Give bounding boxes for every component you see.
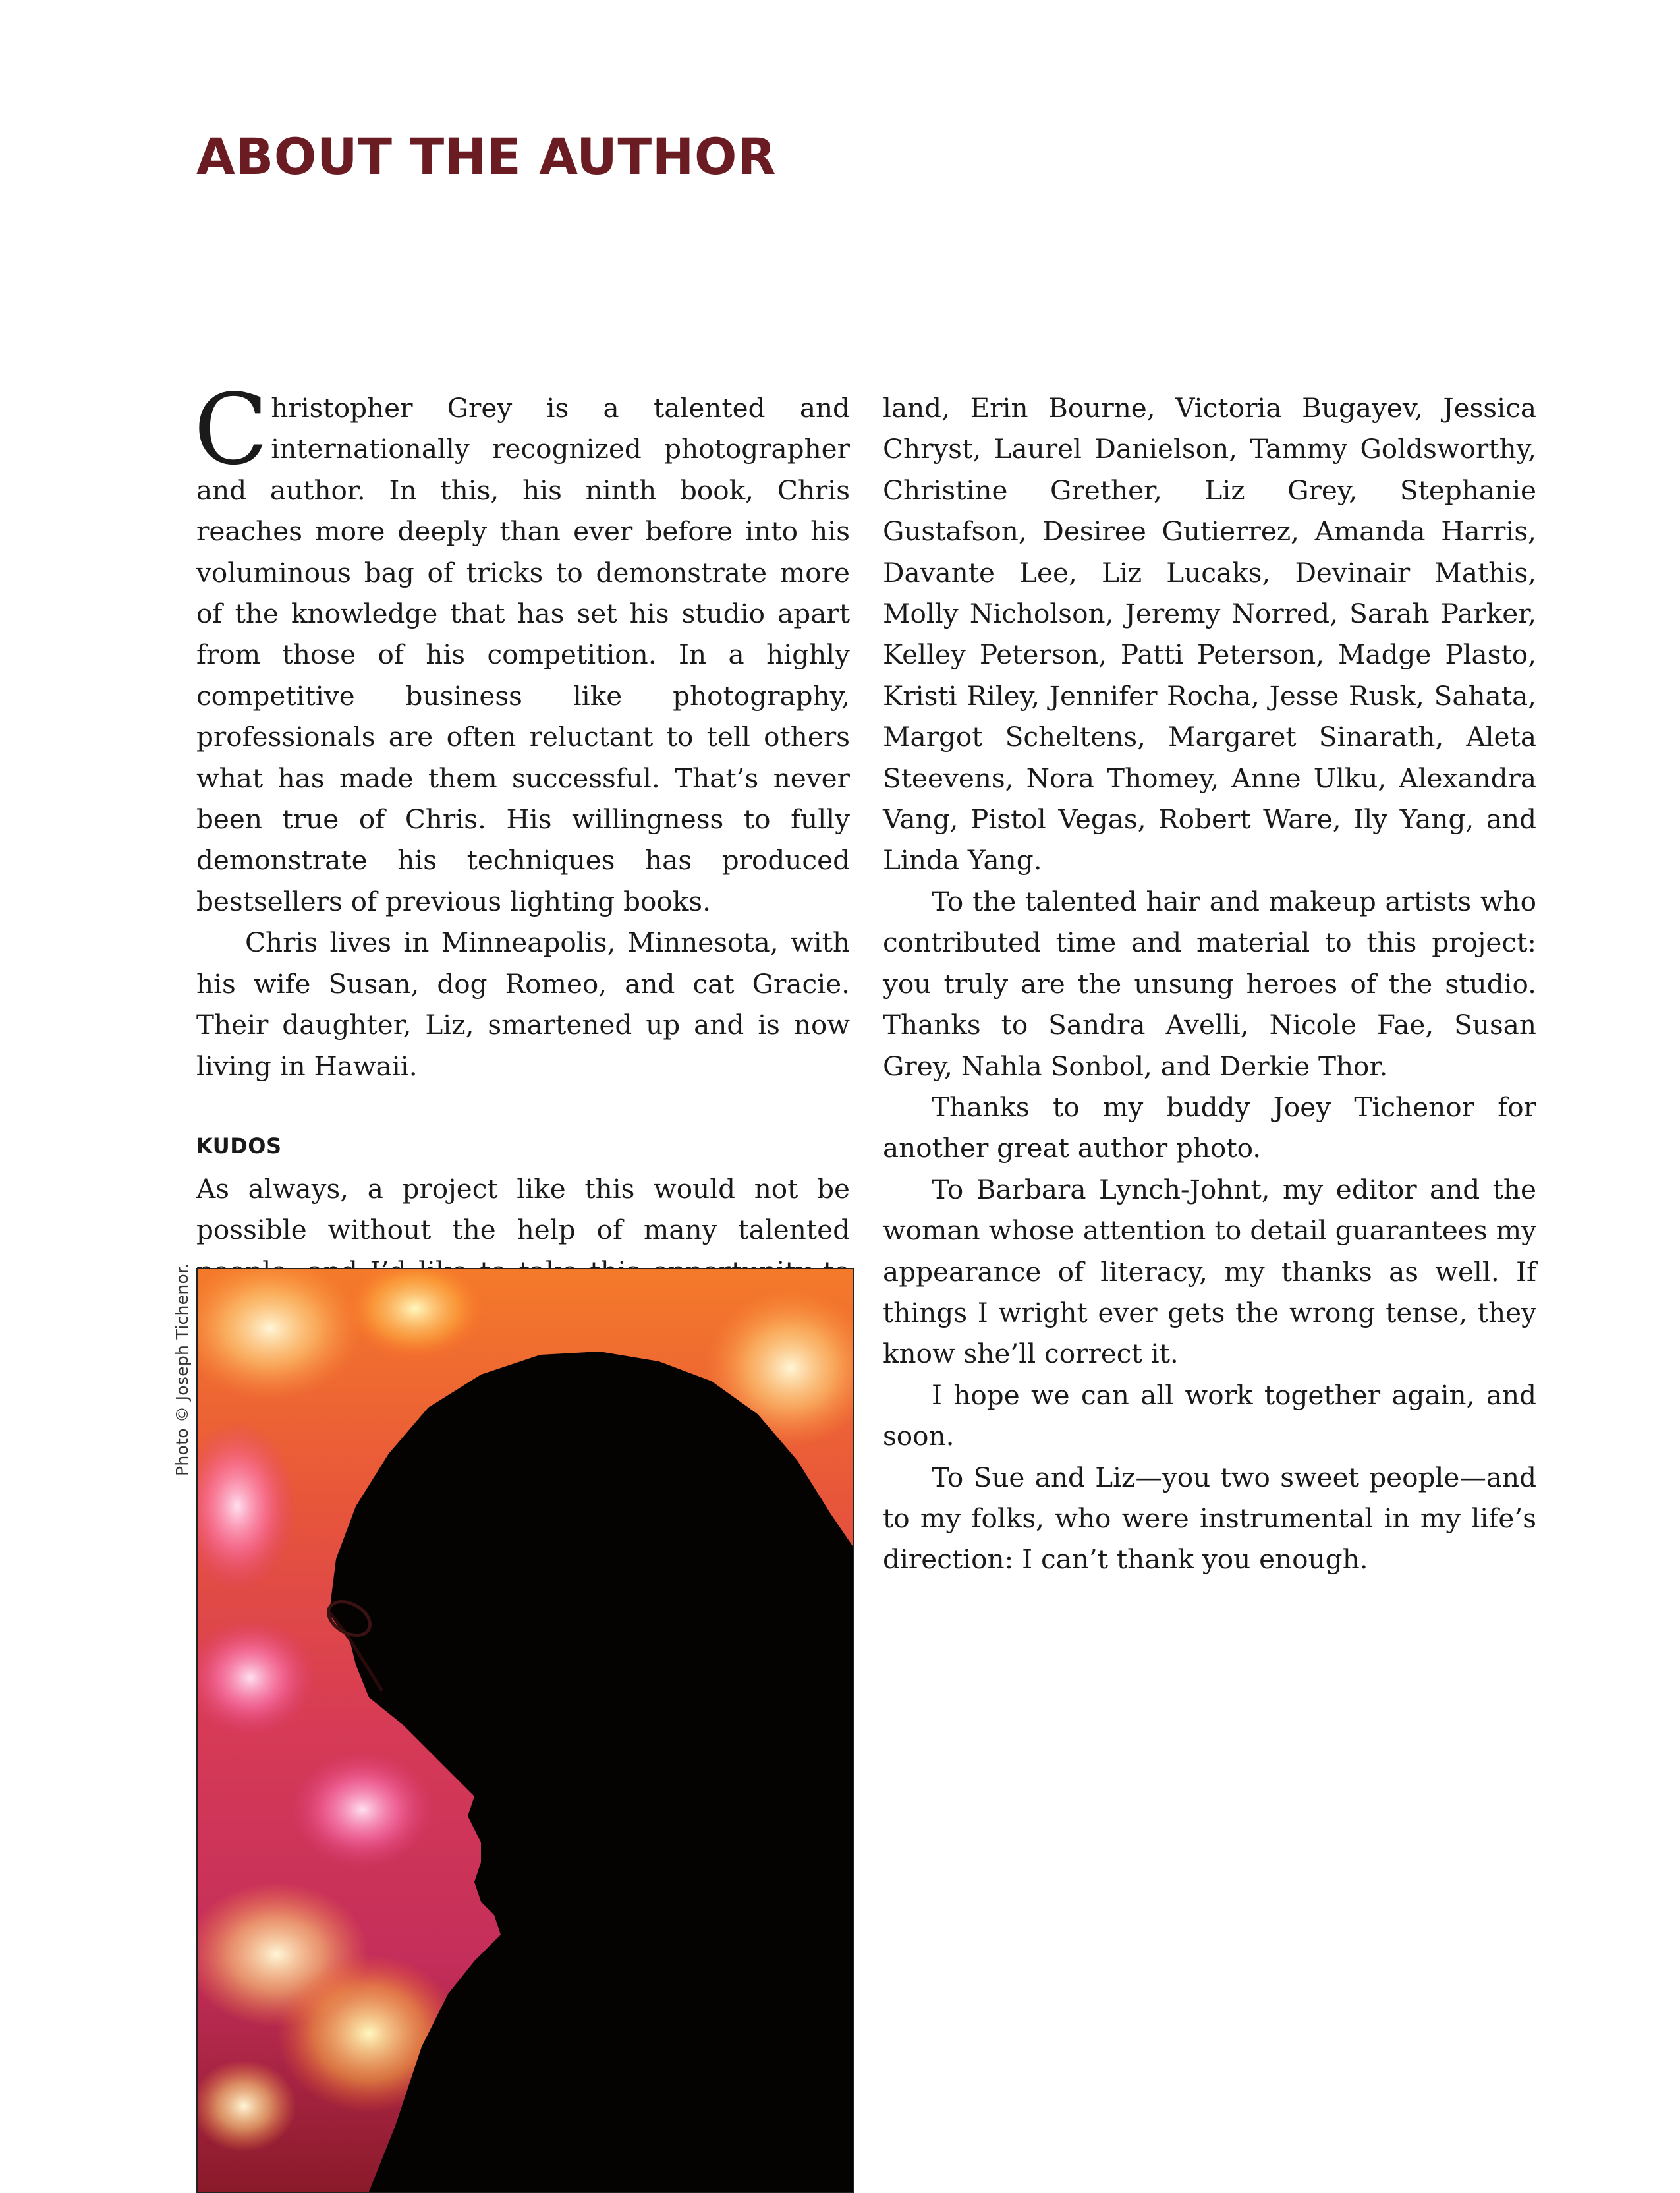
page-title: ABOUT THE AUTHOR: [196, 127, 776, 186]
author-silhouette-image: [198, 1269, 853, 2192]
kudos-heading: KUDOS: [196, 1133, 282, 1158]
left-column: [194, 373, 850, 1415]
bio-paragraph-2: Chris lives in Minneapolis, Minnesota, with his wife Susan, dog Romeo, and cat Gracie. Their daughter, Liz, smartened up and is now living in Hawaii.: [196, 926, 850, 1082]
kudos-paragraph-3: Thanks to my buddy Joey Tichenor for another great author photo.: [883, 1091, 1536, 1164]
bio-paragraph-1-text: hristopher Grey is a talented and internationally recognized photographer and author. In this, his ninth book, Chris reaches more deeply than ever before into his voluminous bag of tricks to demonstrate more of the knowledge that has set his studio apart from those of his competition. In a highly competitive business like photography, professionals are often reluctant to tell others what has made them successful. That’s never been true of Chris. His willingness to fully demonstrate his techniques has produced bestsellers of previous lighting books.: [196, 392, 850, 917]
kudos-paragraph-2: To the talented hair and makeup artists who contributed time and material to this project: you truly are the unsung heroes of the studio. Thanks to Sandra Avelli, Nicole Fae, Susan Grey, Nahla Sonbol, and Derkie Thor.: [883, 885, 1536, 1082]
kudos-paragraph-1-part-1: As always, a project like this would not be possible without the help of many talented: [196, 1172, 850, 1246]
kudos-paragraph-4: To Barbara Lynch-Johnt, my editor and the woman whose attention to detail guarantees my appearance of literacy, my thanks as well. If things I wright ever gets the wrong tense, they know she’ll correct it.: [883, 1173, 1536, 1370]
author-photo: [196, 1268, 854, 2193]
kudos-paragraph-6: To Sue and Liz—you two sweet people—and to my folks, who were instrumental in my life’s direction: I can’t thank you enough.: [883, 1461, 1536, 1576]
kudos-paragraph-5: I hope we can all work together again, and soon.: [883, 1379, 1536, 1452]
bio-paragraph-1: [194, 373, 850, 922]
photo-credit: Photo © Joseph Tichenor.: [173, 1263, 192, 1476]
right-column: [883, 387, 1536, 1580]
drop-cap: C: [194, 373, 269, 486]
kudos-paragraph-1-part-2: land, Erin Bourne, Victoria Bugayev, Jessica Chryst, Laurel Danielson, Tammy Goldsworthy, Christine Grether, Liz Grey, Stephanie Gustafson, Desiree Gutierrez, Amanda Harris, Davante Lee, Liz Lucaks, Devinair Mathis, Molly Nicholson, Jeremy Norred, Sarah Parker, Kelley Peterson, Patti Peterson, Madge Plasto, Kristi Riley, Jennifer Rocha, Jesse Rusk, Sahata, Margot Scheltens, Margaret Sinarath, Aleta Steevens, Nora Thomey, Anne Ulku, Alexandra Vang, Pistol Vegas, Robert Ware, Ily Yang, and Linda Yang.: [883, 392, 1536, 876]
